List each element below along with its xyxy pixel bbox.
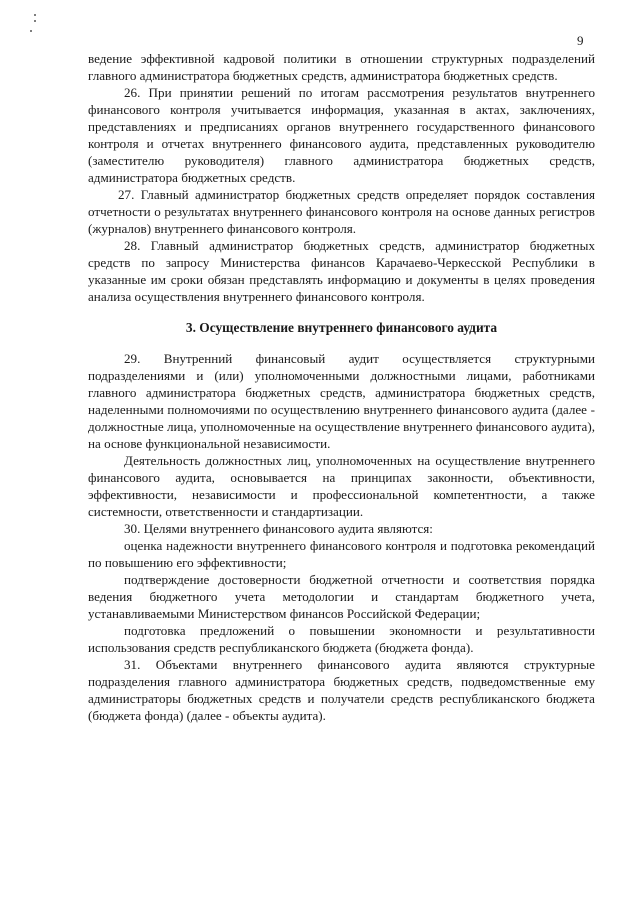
- page-number: 9: [577, 33, 584, 48]
- paragraph-29-second: Деятельность должностных лиц, уполномоченных на осуществление внутреннего финансового аудита, основывается на принципах законности, объективности, эффективности, независимости и профессиональной компетентности, а также системности, ответственности и стандартизации.: [88, 453, 595, 519]
- paragraph-31: 31. Объектами внутреннего финансового аудита являются структурные подразделения главного администратора бюджетных средств, подведомственные ему администраторы бюджетных средств и получатели средств республиканского бюджета (бюджета фонда) (далее - объекты аудита).: [88, 657, 595, 723]
- paragraph-30-item-3: подготовка предложений о повышении экономности и результативности использования средств республиканского бюджета (бюджета фонда).: [88, 623, 595, 655]
- paragraph-30: 30. Целями внутреннего финансового аудита являются:: [124, 521, 433, 536]
- paragraph-25-continuation: ведение эффективной кадровой политики в отношении структурных подразделений главного администратора бюджетных средств, администратора бюджетных средств.: [88, 51, 595, 83]
- paragraph-28: 28. Главный администратор бюджетных средств, администратор бюджетных средств по запросу Министерства финансов Карачаево-Черкесской Республики в указанные им сроки обязан представлять информацию и документы в целях проведения анализа осуществления внутреннего финансового контроля.: [88, 238, 595, 304]
- paragraph-30-item-1: оценка надежности внутреннего финансового контроля и подготовка рекомендаций по повышению его эффективности;: [88, 538, 595, 570]
- paragraph-26: 26. При принятии решений по итогам рассмотрения результатов внутреннего финансового контроля учитывается информация, указанная в актах, заключениях, представлениях и предписаниях органов внутреннего государственного финансового контроля и отчетах внутреннего финансового аудита, представленных руководителю (заместителю руководителя) главного администратора бюджетных средств, администратора бюджетных средств.: [88, 85, 595, 185]
- scan-marks: [30, 14, 40, 34]
- paragraph-27: 27. Главный администратор бюджетных средств определяет порядок составления отчетности о результатах внутреннего финансового контроля на основе данных регистров (журналов) внутреннего финансового контроля.: [88, 187, 595, 236]
- section-heading: 3. Осуществление внутреннего финансового аудита: [185, 320, 498, 335]
- document-body: [88, 50, 595, 724]
- paragraph-29: 29. Внутренний финансовый аудит осуществляется структурными подразделениями и (или) уполномоченными должностными лицами, работниками главного администратора бюджетных средств, администратора бюджетных средств, наделенными полномочиями по осуществлению внутреннего финансового аудита (далее - должностные лица, уполномоченные на осуществление внутреннего финансового аудита), на основе функциональной независимости.: [88, 351, 595, 451]
- paragraph-30-item-2: подтверждение достоверности бюджетной отчетности и соответствия порядка ведения бюджетного учета методологии и стандартам бюджетного учета, устанавливаемыми Министерством финансов Российской Федерации;: [88, 572, 595, 621]
